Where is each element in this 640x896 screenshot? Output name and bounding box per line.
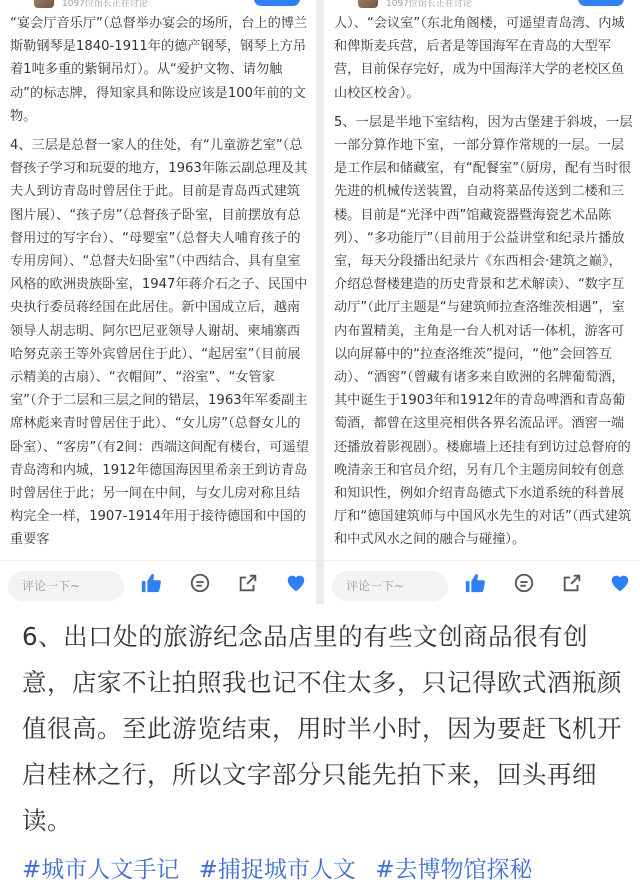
article-text	[10, 12, 310, 558]
thumbs-up-icon[interactable]	[139, 571, 163, 595]
comment-input[interactable]: 评论一下~	[8, 571, 124, 601]
left-screenshot	[0, 0, 316, 604]
comment-icon[interactable]	[512, 571, 536, 595]
follow-button[interactable]	[254, 0, 300, 6]
bottom-action-bar	[324, 560, 640, 604]
follow-button[interactable]	[578, 0, 624, 6]
hashtag-row	[22, 852, 632, 892]
share-icon[interactable]	[560, 571, 584, 595]
thumbs-up-icon[interactable]	[463, 571, 487, 595]
hashtag-link[interactable]: #捕捉城市人文	[198, 857, 356, 883]
hashtag-link[interactable]: #去博物馆探秘	[375, 857, 533, 883]
author-header	[0, 0, 316, 12]
avatar[interactable]	[358, 0, 378, 8]
avatar[interactable]	[34, 0, 54, 8]
heart-icon[interactable]	[608, 571, 632, 595]
discussion-status: 1097位馆长正在讨论	[386, 0, 472, 9]
post-caption: 6、出口处的旅游纪念品店里的有些文创商品很有创意，店家不让拍照我也记不住太多，只记得欧式酒瓶颜值很高。至此游览结束，用时半小时，因为要赶飞机开启桂林之行，所以文字部分只能先拍下来，回头再细读。	[22, 622, 622, 835]
right-screenshot	[324, 0, 640, 604]
heart-icon[interactable]	[284, 571, 308, 595]
article-text	[334, 12, 634, 558]
bottom-action-bar	[0, 560, 316, 604]
comment-icon[interactable]	[188, 571, 212, 595]
paragraph: “宴会厅音乐厅”（总督举办宴会的场所，台上的博兰斯勒钢琴是1840-1911年的德产钢琴，钢琴上方吊着1吨多重的紫铜吊灯）。从“爱护文物、请勿触动”的标志牌，得知家具和陈设应该是100年前的文物。	[10, 16, 308, 124]
discussion-status: 1097位馆长正在讨论	[62, 0, 148, 9]
hashtag-link[interactable]: #城市人文手记	[22, 857, 180, 883]
paragraph: 4、三层是总督一家人的住处，有“儿童游艺室”（总督孩子学习和玩耍的地方，1963年陈云副总理及其夫人到访青岛时曾居住于此。目前是青岛西式建筑图片展）、“孩子房”（总督孩子卧室，目前摆放有总督用过的写字台）、“母婴室”（总督夫人哺育孩子的专用房间）、“总督夫妇卧室”（中西结合、具有皇室风格的欧洲贵族卧室，1947年蒋介石之子、民国中央执行委员蒋经国在此居住。新中国成立后，越南领导人胡志明、阿尔巴尼亚领导人谢胡、柬埔寨西哈努克亲王等外宾曾居住于此）、“起居室”（目前展示精美的古扇）、“衣帽间”、“浴室”、“女管家室”（介于二层和三层之间的错层，1963年军委副主席林彪来青时曾居住于此）、“女儿房”（总督女儿的卧室）、“客房”（有2间：西端这间配有楼台，可遥望青岛湾和内城，1912年德国海因里希亲王到访青岛时曾居住于此；另一间在中间，与女儿房对称且结构完全一样，1907-1914年用于接待德国和中国的重要客	[10, 138, 309, 548]
comment-input[interactable]: 评论一下~	[332, 571, 448, 601]
paragraph: 人）、“会议室”（东北角阁楼，可遥望青岛湾、内城和俾斯麦兵营，后者是等国海军在青岛的大型军营，目前保存完好，成为中国海洋大学的老校区鱼山校区校舍）。	[334, 16, 625, 101]
share-icon[interactable]	[236, 571, 260, 595]
paragraph: 5、一层是半地下室结构，因为古堡建于斜坡，一层一部分算作地下室，一部分算作常规的一层。一层是工作层和储藏室，有“配餐室”（厨房，配有当时很先进的机械传送装置，自动将菜品传送到二楼和三楼。目前是“光泽中西”馆藏瓷器暨海瓷艺术品陈列）、“多功能厅”（目前用于公益讲堂和纪录片播放室，每天分段播出纪录片《东西相会·建筑之巅》，介绍总督楼建造的历史背景和艺术解读）、“数字互动厅”（此厅主题是“与建筑师拉查洛维茨相遇”，室内布置精美，主角是一台人机对话一体机，游客可以向屏幕中的“拉查洛维茨”提问，“他”会回答互动）、“酒窖”（曾藏有诸多来自欧洲的名牌葡萄酒，其中诞生于1903年和1912年的青岛啤酒和青岛葡萄酒，都曾在这里亮相供各界名流品评。酒窖一端还播放着影视剧）。楼廊墙上还挂有到访过总督府的晚清亲王和官员介绍，另有几个主题房间较有创意和知识性，例如介绍青岛德式下水道系统的科普展厅和“德国建筑师与中国风水先生的对话”（西式建筑和中式风水之间的融合与碰撞）。	[334, 114, 633, 548]
author-header	[324, 0, 640, 12]
